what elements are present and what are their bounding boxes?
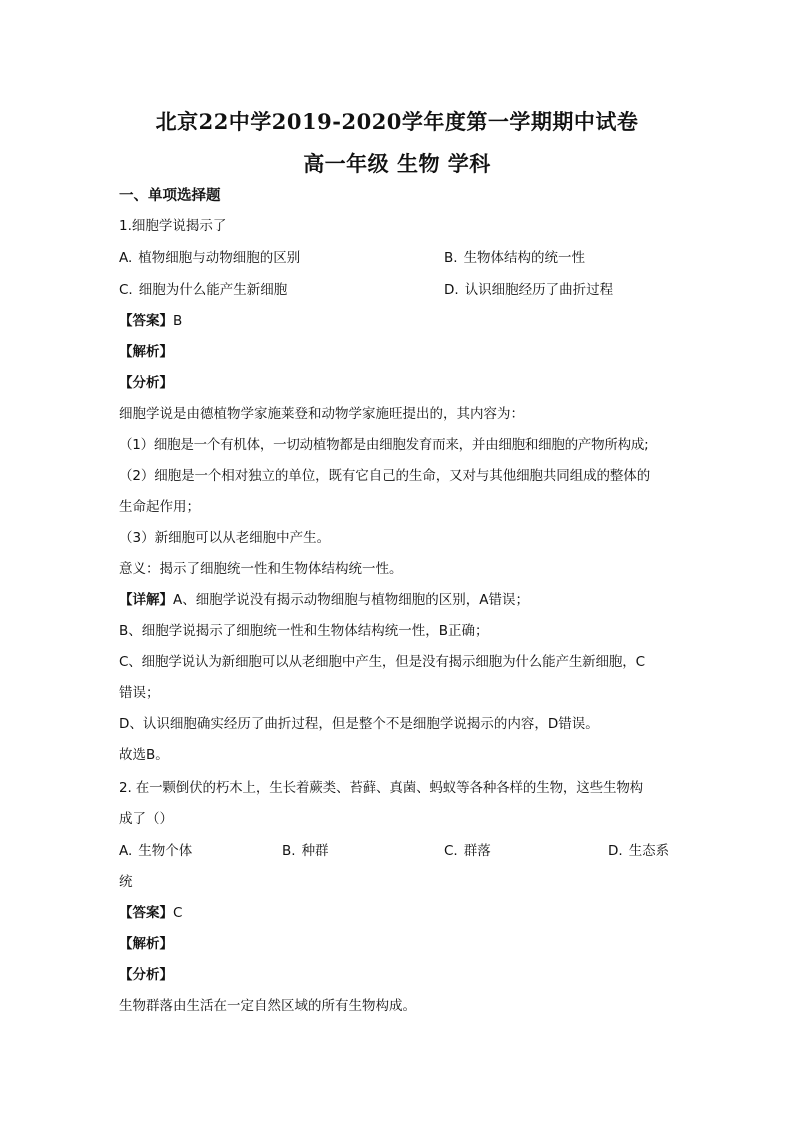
q1-answer-value: B xyxy=(173,313,183,329)
q1-detail-a: A、细胞学说没有揭示动物细胞与植物细胞的区别，A错误； xyxy=(173,592,529,608)
q1-option-d-label: D. xyxy=(444,282,459,298)
q1-detail-d: D、认识细胞确实经历了曲折过程，但是整个不是细胞学说揭示的内容，D错误。 xyxy=(119,716,599,732)
q1-option-b xyxy=(444,248,585,268)
q2-option-b xyxy=(282,841,329,861)
q2-fenxi-tag: 【分析】 xyxy=(119,967,173,983)
q1-option-c-label: C. xyxy=(119,282,133,298)
q2-fenxi-line-1: 生物群落由生活在一定自然区域的所有生物构成。 xyxy=(119,998,416,1014)
q1-fenxi-line-4: （3）新细胞可以从老细胞中产生。 xyxy=(119,530,331,546)
q2-option-d-wrap: 统 xyxy=(119,874,133,890)
q1-option-c-text: 细胞为什么能产生新细胞 xyxy=(138,282,288,298)
q1-detail-b: B、细胞学说揭示了细胞统一性和生物体结构统一性，B正确； xyxy=(119,623,489,639)
q2-option-a-text: 生物个体 xyxy=(138,843,193,859)
document-title: 北京22中学2019-2020学年度第一学期期中试卷 xyxy=(155,109,639,134)
q2-option-a-label: A. xyxy=(119,843,133,859)
q2-option-b-label: B. xyxy=(282,843,296,859)
q1-conclusion: 故选B。 xyxy=(119,747,169,763)
q2-answer-line xyxy=(119,903,182,923)
q2-option-c-label: C. xyxy=(444,843,458,859)
q1-answer-line xyxy=(119,311,182,331)
q1-detail-a-line xyxy=(119,590,529,610)
q2-answer-tag: 【答案】 xyxy=(119,905,173,921)
q2-option-d-text: 生态系 xyxy=(628,843,670,859)
q1-analysis-tag: 【解析】 xyxy=(119,344,173,360)
q1-option-a xyxy=(119,248,300,268)
q1-meaning: 意义：揭示了细胞统一性和生物体结构统一性。 xyxy=(119,561,403,577)
q2-stem-line-1: 2. 在一颗倒伏的朽木上，生长着蕨类、苔藓、真菌、蚂蚁等各种各样的生物，这些生物构 xyxy=(119,780,644,796)
q1-stem: 1.细胞学说揭示了 xyxy=(119,218,227,234)
q1-fenxi-line-3a: （2）细胞是一个相对独立的单位，既有它自己的生命，又对与其他细胞共同组成的整体的 xyxy=(119,468,651,484)
q1-option-b-text: 生物体结构的统一性 xyxy=(463,250,586,266)
q1-fenxi-line-1: 细胞学说是由德植物学家施莱登和动物学家施旺提出的，其内容为： xyxy=(119,406,524,422)
q1-detail-c2: 错误； xyxy=(119,685,160,701)
q1-fenxi-tag: 【分析】 xyxy=(119,375,173,391)
q1-option-a-text: 植物细胞与动物细胞的区别 xyxy=(138,250,301,266)
q2-option-c xyxy=(444,841,491,861)
q2-option-b-text: 种群 xyxy=(301,843,329,859)
q2-answer-value: C xyxy=(173,905,183,921)
q1-detail-c1: C、细胞学说认为新细胞可以从老细胞中产生，但是没有揭示细胞为什么能产生新细胞，C xyxy=(119,654,645,670)
document-subtitle: 高一年级 生物 学科 xyxy=(303,151,491,176)
q1-option-a-label: A. xyxy=(119,250,133,266)
q1-answer-tag: 【答案】 xyxy=(119,313,173,329)
q2-option-c-text: 群落 xyxy=(463,843,491,859)
q1-option-d xyxy=(444,280,613,300)
q1-detail-tag: 【详解】 xyxy=(119,592,173,608)
q1-option-d-text: 认识细胞经历了曲折过程 xyxy=(464,282,614,298)
q1-option-c xyxy=(119,280,287,300)
q2-option-d xyxy=(608,841,669,861)
q2-option-d-label: D. xyxy=(608,843,623,859)
section-heading: 一、单项选择题 xyxy=(119,188,221,204)
q1-fenxi-line-3b: 生命起作用； xyxy=(119,499,200,515)
q1-option-b-label: B. xyxy=(444,250,458,266)
q1-fenxi-line-2: （1）细胞是一个有机体，一切动植物都是由细胞发育而来，并由细胞和细胞的产物所构成; xyxy=(119,437,649,453)
q2-option-a xyxy=(119,841,192,861)
q2-stem-line-2: 成了（） xyxy=(119,811,173,827)
q2-analysis-tag: 【解析】 xyxy=(119,936,173,952)
